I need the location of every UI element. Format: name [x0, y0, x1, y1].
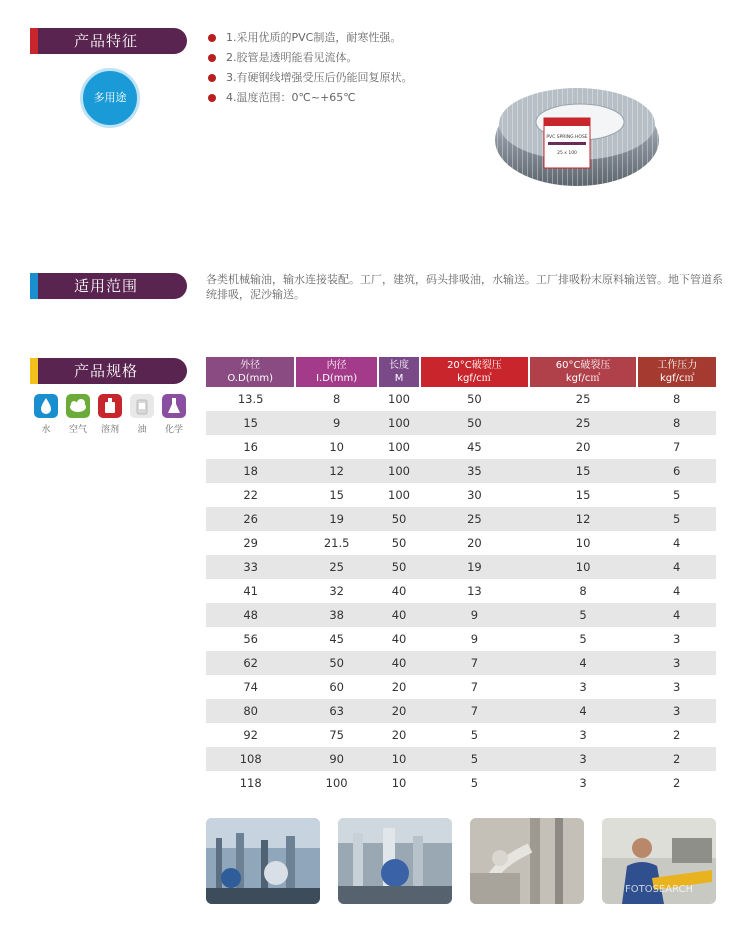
badge-label: 多用途: [93, 91, 127, 104]
table-cell: 100: [378, 459, 420, 483]
table-cell: 50: [378, 507, 420, 531]
table-cell: 32: [329, 584, 344, 598]
table-cell: 74: [243, 680, 258, 694]
table-cell: 3: [637, 651, 716, 675]
table-cell: 15: [206, 411, 295, 435]
oil-icon: [130, 394, 154, 418]
table-cell: 38: [295, 603, 378, 627]
table-cell: 3: [529, 747, 638, 771]
table-cell: 19: [420, 555, 529, 579]
table-cell: 16: [243, 440, 258, 454]
solvent-label: 溶剂: [100, 425, 119, 435]
table-cell: 25: [529, 411, 638, 435]
column-header-unit: kgf/c㎡: [457, 373, 492, 384]
table-cell: 8: [637, 411, 716, 435]
table-cell: 5: [470, 728, 479, 742]
table-cell: 10: [391, 776, 407, 790]
table-cell: 5: [529, 603, 638, 627]
spec-section-tab: [30, 358, 187, 384]
table-cell: 4: [529, 699, 638, 723]
bullet-icon: [208, 94, 216, 102]
chemical-icon: [162, 394, 186, 418]
table-cell: 45: [329, 632, 344, 646]
hose-label-line1: PVC SPRING HOSE: [546, 135, 588, 140]
table-row: [206, 507, 716, 531]
column-header-unit: O.D(mm): [227, 373, 273, 384]
column-header: [295, 357, 378, 387]
table-cell: 40: [391, 584, 407, 598]
table-cell: 60: [329, 680, 344, 694]
table-cell: 9: [420, 603, 529, 627]
feature-item: 1.采用优质的PVC制造，耐寒性强。: [208, 28, 413, 48]
column-header-title: 内径: [326, 360, 347, 371]
table-cell: 5: [637, 507, 716, 531]
table-cell: 4: [673, 584, 681, 598]
bullet-icon: [208, 34, 216, 42]
features-title: 产品特征: [74, 32, 139, 50]
air-label: 空气: [68, 425, 87, 435]
table-row: [206, 387, 716, 411]
table-cell: 3: [637, 699, 716, 723]
table-cell: 100: [388, 440, 410, 454]
bullet-icon: [208, 54, 216, 62]
column-header: [378, 357, 420, 387]
table-cell: 4: [673, 536, 681, 550]
watermark-text: FOTOSEARCH: [624, 884, 694, 895]
table-cell: 90: [295, 747, 378, 771]
table-cell: 41: [243, 584, 258, 598]
table-cell: 56: [243, 632, 258, 646]
table-row: [206, 771, 716, 795]
table-row: [206, 531, 716, 555]
spec-table: [206, 357, 716, 795]
table-cell: 3: [673, 680, 681, 694]
table-cell: 25: [420, 507, 529, 531]
table-cell: 3: [579, 728, 587, 742]
table-cell: 50: [391, 536, 407, 550]
table-cell: 7: [420, 651, 529, 675]
table-cell: 4: [529, 651, 638, 675]
table-cell: 18: [206, 459, 295, 483]
table-cell: 100: [378, 411, 420, 435]
table-cell: 5: [470, 776, 479, 790]
features-section-tab: [30, 28, 187, 54]
table-cell: 20: [391, 728, 407, 742]
water-label: 水: [41, 425, 51, 435]
table-row: [206, 747, 716, 771]
factory-photo-1: [206, 818, 320, 904]
table-cell: 7: [470, 680, 479, 694]
table-cell: 12: [295, 459, 378, 483]
column-header-title: 60°C破裂压: [555, 360, 611, 371]
table-cell: 15: [575, 488, 591, 502]
tab-stripe: [30, 273, 38, 299]
table-cell: 20: [467, 536, 482, 550]
factory-photo-2: [338, 818, 452, 904]
scope-description: 各类机械输油，输水连接装配。工厂，建筑，码头排吸油，水输送。工厂排吸粉末原料输送管。地下管道系统排吸，泥沙输送。: [206, 273, 723, 301]
chemical-label: 化学: [164, 425, 183, 435]
table-cell: 25: [575, 392, 591, 406]
table-cell: 48: [206, 603, 295, 627]
table-cell: 10: [329, 440, 344, 454]
table-cell: 29: [243, 536, 258, 550]
table-cell: 5: [420, 747, 529, 771]
bullet-icon: [208, 74, 216, 82]
table-cell: 100: [388, 488, 410, 502]
table-row: [206, 435, 716, 459]
column-header: [637, 357, 716, 387]
table-cell: 3: [673, 632, 681, 646]
tab-stripe: [30, 28, 38, 54]
table-cell: 100: [388, 392, 410, 406]
table-cell: 80: [206, 699, 295, 723]
table-row: [206, 651, 716, 675]
table-row: [206, 627, 716, 651]
hose-coil-image: [492, 78, 662, 190]
table-cell: 20: [391, 680, 407, 694]
table-cell: 4: [637, 555, 716, 579]
table-cell: 2: [673, 776, 681, 790]
table-row: [206, 723, 716, 747]
spec-title: 产品规格: [74, 362, 139, 380]
column-header-unit: kgf/c㎡: [565, 373, 601, 384]
table-cell: 10: [529, 555, 638, 579]
table-cell: 10: [575, 536, 591, 550]
table-cell: 15: [329, 488, 344, 502]
column-header-title: 工作压力: [657, 360, 698, 371]
table-cell: 50: [467, 392, 482, 406]
column-header-unit: kgf/c㎡: [659, 373, 695, 384]
column-header: [206, 357, 295, 387]
table-cell: 35: [420, 459, 529, 483]
solvent-icon: [98, 394, 122, 418]
table-cell: 75: [329, 728, 344, 742]
worker-photo: [602, 818, 716, 904]
table-row: [206, 483, 716, 507]
table-cell: 108: [206, 747, 295, 771]
table-cell: 15: [529, 459, 638, 483]
table-cell: 40: [378, 603, 420, 627]
table-cell: 22: [243, 488, 258, 502]
table-cell: 13.5: [237, 392, 264, 406]
table-cell: 62: [206, 651, 295, 675]
multi-purpose-badge: [80, 68, 140, 128]
table-cell: 12: [529, 507, 638, 531]
hose-label-line2: 25 x 100: [557, 151, 577, 156]
table-header-row: [206, 357, 716, 387]
table-cell: 4: [637, 603, 716, 627]
table-cell: 19: [295, 507, 378, 531]
table-cell: 10: [378, 747, 420, 771]
features-list: [208, 28, 413, 108]
table-cell: 50: [420, 411, 529, 435]
table-cell: 3: [579, 680, 587, 694]
table-cell: 40: [378, 651, 420, 675]
table-cell: 50: [378, 555, 420, 579]
column-header-unit: I.D(mm): [316, 373, 358, 384]
feature-item: 4.温度范围：0℃~+65℃: [208, 88, 413, 108]
table-cell: 63: [295, 699, 378, 723]
table-cell: 5: [673, 488, 681, 502]
table-cell: 20: [575, 440, 591, 454]
column-header-title: 外径: [240, 360, 261, 371]
table-cell: 45: [467, 440, 482, 454]
scope-section-tab: [30, 273, 187, 299]
table-row: [206, 555, 716, 579]
table-cell: 6: [637, 459, 716, 483]
table-cell: 9: [470, 632, 479, 646]
table-cell: 7: [673, 440, 681, 454]
table-cell: 2: [637, 747, 716, 771]
table-row: [206, 459, 716, 483]
factory-photo-3: [470, 818, 584, 904]
table-cell: 2: [673, 728, 681, 742]
table-cell: 9: [295, 411, 378, 435]
table-cell: 50: [295, 651, 378, 675]
oil-label: 油: [137, 425, 147, 435]
scope-title: 适用范围: [74, 277, 139, 295]
table-cell: 25: [295, 555, 378, 579]
tab-stripe: [30, 358, 38, 384]
table-cell: 100: [325, 776, 348, 790]
air-icon: [66, 394, 90, 418]
table-cell: 8: [673, 392, 681, 406]
column-header: [420, 357, 529, 387]
table-cell: 8: [579, 584, 587, 598]
feature-item: 2.胶管是透明能看见流体。: [208, 48, 413, 68]
table-cell: 118: [239, 776, 262, 790]
table-cell: 33: [206, 555, 295, 579]
table-cell: 40: [391, 632, 407, 646]
table-row: [206, 579, 716, 603]
hose-label-tag: [544, 118, 590, 168]
table-row: [206, 603, 716, 627]
table-body: [206, 387, 716, 795]
table-row: [206, 411, 716, 435]
table-cell: 21.5: [323, 536, 350, 550]
table-cell: 8: [332, 392, 341, 406]
column-header-unit: M: [394, 373, 404, 384]
table-row: [206, 675, 716, 699]
water-icon: [34, 394, 58, 418]
column-header-title: 20°C破裂压: [447, 360, 502, 371]
table-row: [206, 699, 716, 723]
table-cell: 26: [206, 507, 295, 531]
table-cell: 30: [467, 488, 482, 502]
table-cell: 13: [467, 584, 482, 598]
column-header-title: 长度: [389, 360, 410, 371]
table-cell: 7: [420, 699, 529, 723]
feature-item: 3.有硬钢线增强受压后仍能回复原状。: [208, 68, 413, 88]
column-header: [529, 357, 638, 387]
table-cell: 3: [579, 776, 587, 790]
table-cell: 92: [243, 728, 258, 742]
table-cell: 20: [378, 699, 420, 723]
table-cell: 5: [579, 632, 587, 646]
